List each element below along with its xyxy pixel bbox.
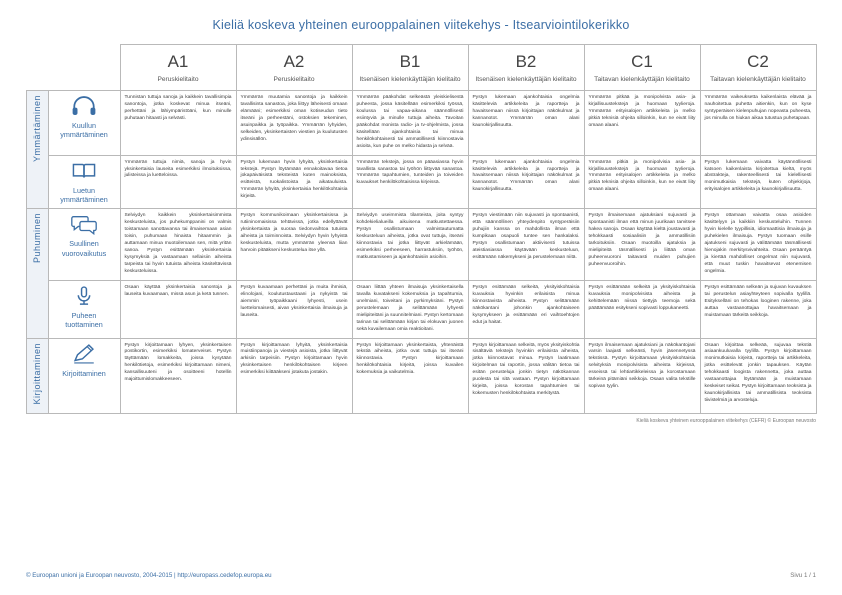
level-subtitle: Peruskielitaito — [273, 75, 315, 83]
skill-cell-listening — [48, 90, 120, 155]
grid-cell: Osaan kirjoittaa selkeää, sujuvaa tekstiä asiaankuuluvalla tyylillä. Pystyn kirjoittamaan monimutkaisia kirjeitä, raportteja tai artikkeleita, jotka esittelevät jonkin tapauksen. Käytän tehokkaasti loogista rakennetta, joka auttaa vastaanottajaa löytämään ja muistamaan keskeiset seikat. Pystyn kirjoittamaan teoksista ja kaunokirjallisista tai ammatillisista teoksista tiivistelmiä ja arvosteluja. — [700, 338, 816, 414]
grid-cell: Ymmärrän tuttuja nimiä, sanoja ja hyvin yksinkertaisia lauseita esimerkiksi ilmoituksissa, julisteissa ja luetteloissa. — [120, 155, 236, 209]
group-label-text: Puhuminen — [32, 213, 42, 264]
group-label-writing — [26, 338, 48, 414]
skill-label: Luetun ymmärtäminen — [60, 185, 108, 204]
table-row — [26, 155, 816, 209]
level-header-a2 — [236, 45, 352, 91]
grid-cell: Ymmärrän muutamia sanontoja ja kaikkein tavallisinta sanastoa, joka liittyy läheisesti omaan elämääni; esimerkiksi oman kotiseudun tieto itseäni ja perheestäni, ostoksien tekeminen, asuinpaikka ja työpaikka. Ymmärrän lyhyiden, selkeiden, yksinkertaisten viestien ja kuulutusten ydinsisällön. — [236, 90, 352, 155]
grid-cell: Pystyn esittämään selkeitä ja yksityiskohtaisia kuvauksia monipolvisista aiheista ja kehittelemään niissä tiettyjä teemoja sekä päättämään esitykseni sopivasti loppukaneetti. — [584, 280, 700, 338]
grid-footnote: Kieliä koskeva yhteinen eurooppalainen viitekehys (CEFR) © Euroopan neuvosto — [636, 418, 816, 425]
grid-cell: Pystyn esittämään selkeitä, yksityiskohtaisia kuvauksia hyvinkin erilaisista minua kiinnostavista aiheista. Pystyn selittämään näkökantani johonkin ajankohtaiseen kysymykseen ja esittämään eri vaihtoehtojen edut ja haitat. — [468, 280, 584, 338]
grid-cell: Pystyn kirjoittamaan lyhyen, yksinkertaisen postikortin, esimerkiksi lomaterveiset. Pystyn täyttämään lomakkeita, joissa kysytään henkilötietoja, esimerkiksi kirjoittamaan nimeni, kansallisuuteni ja osoitteeni hotellin majoittumislomakkeeseen. — [120, 338, 236, 414]
level-subtitle: Peruskielitaito — [157, 75, 199, 83]
skill-label: Kuullun ymmärtäminen — [60, 120, 108, 140]
grid-cell: Pystyn lukemaan vaivatta käytännöllisesti katsoen kaikenlaista kirjoitettua kieltä, myös abstrakteja, rakenteellisesti tai kielellisesti monimutkaisia tekstejä, kuten ohjekirjoja, erityisalojen artikkeleita ja kaunokirjallisuutta. — [700, 155, 816, 209]
grid-cell: Ymmärrän tekstejä, jossa on pääasiassa hyvin tavallista sanastoa tai työhön liittyvää sanastoa. Ymmärrän tapahtumien, tunteiden ja toiveiden kuvaukset henkilökohtaisissa kirjeissä. — [352, 155, 468, 209]
grid-cell: Pystyn kuvaamaan perhettäni ja muita ihmisiä, elinolojani, koulutustaustaani ja nykyistä tai aiemmin työpaikkaani lyhyesti, usein luettelomaisesti, aivan yksinkertaisia ilmaisuja ja lauseita. — [236, 280, 352, 338]
grid-cell: Ymmärrän pitkää ja monipolvista asia- ja kirjallisuustekstejä ja huomaan tyylieroja. Ymmärrän erityisalojen artikkeleita ja melko pitkiä teknisiä ohjeita silloinkin, kun ne eivät liity omaan alaani. — [584, 90, 700, 155]
group-label-text: Kirjoittaminen — [32, 342, 42, 405]
skill-cell-reading — [48, 155, 120, 209]
grid-cell: Pystyn esittämään selkeän ja sujuvan kuvauksen tai perustelun asiayhteyteen sopivalla tyylillä. Esitykselläni on tehokas looginen rakenne, joka auttaa vastaanottajaa havaitsemaan ja muistamaan tärkeitä seikkoja. — [700, 280, 816, 338]
grid-cell: Pystyn lukemaan ajankohtaisia ongelmia käsitteleviä artikkeleita ja raportteja ja havaitsemaan niissä kirjoittajan näkökulmat ja kannanotot. Ymmärrän oman alani kaunokirjallisuutta. — [468, 155, 584, 209]
level-subtitle: Taitavan kielenkäyttäjän kielitaito — [594, 75, 690, 83]
level-subtitle: Itsenäisen kielenkäyttäjän kielitaito — [475, 75, 577, 83]
grid-cell: Osaan liittää yhteen ilmaisuja yksinkertaisella tavalla kuvatakseni kokemuksia ja tapahtumia, unelmiani, toiveitani ja pyrkimyksiäni. Pystyn perustelemaan ja selittämään lyhyesti mielipiteitäni ja suunnitelmiani. Pystyn kertomaan tarinan tai selittämään kirjan tai elokuvan juonen sekä kuvailemaan omia reaktioitani. — [352, 280, 468, 338]
grid-cell: Ymmärrän vaikeuksetta kaikenlaista elävää ja nauhoitettua puhetta aitienkin, kun on kyse syntyperäisen kielenpuhujan nopeasta puheesta, jos minulla on hiukan aikaa tutustua puhetapaan. — [700, 90, 816, 155]
level-code: A2 — [283, 52, 305, 71]
table-row — [26, 90, 816, 155]
level-subtitle: Taitavan kielenkäyttäjän kielitaito — [710, 75, 806, 83]
level-header-b1 — [352, 45, 468, 91]
grid-cell: Selviydyn kaikkein yksinkertaisimmista keskusteluista, jos puhekumppanini on valmis toistamaan sanottavansa tai ilmaisemaan asian toisin, puhumaan hinaista hitaammin ja auttamaan minua muotoilemaan sen, mitä yritän sanoa. Pystyn esittämään yksinkertaisia kysymyksiä ja vastaamaan sellaisiin aiheista tarpeista tai hyvin tutuista aiheista käsiteltävissä keskusteluissa. — [120, 209, 236, 281]
level-code: B1 — [399, 52, 421, 71]
grid-cell: Pystyn kirjoittamaan lyhyitä, yksinkertaisia muistiinpanoja ja viestejä asioista, jotka liittyvät arkisiin tarpeisiin. Pystyn kirjoittamaan hyvin yksinkertaisen henkilökohtaisen kirjeen esimerkiksi kiittääkseni jotakuta jostakin. — [236, 338, 352, 414]
skill-cell-spoken-production — [48, 280, 120, 338]
microphone-icon — [71, 285, 97, 307]
table-row — [26, 280, 816, 338]
corner-cell-skill — [48, 45, 120, 91]
footer-page-number: Sivu 1 / 1 — [790, 572, 816, 579]
grid-header — [26, 45, 816, 91]
footer-copyright[interactable]: © Euroopan unioni ja Euroopan neuvosto, 2004-2015 | http://europass.cedefop.europa.eu — [26, 572, 272, 579]
skill-label: Suullinen vuorovaikutus — [61, 239, 107, 258]
grid-body — [26, 90, 816, 413]
speech-bubbles-icon — [71, 213, 97, 235]
level-code: A1 — [167, 52, 189, 71]
level-header-c2 — [700, 45, 816, 91]
grid-cell: Ymmärrän pääkohdat selkeästä yleiskielisestä puheesta, jossa käsitellään esimerkiksi työssä, koulussa tai vapaa-aikana säännöllisesti esiintyviä ja minulle tuttuja aiheita. Tavoitan pääkohdat monista radio- ja tv-ohjelmista, jossa käsitellään ajankohtaisia tai minua henkilökohtaisesti tai ammatillisesti kiinnostavia asioita, kun puhe on melko hidasta ja selvää. — [352, 90, 468, 155]
page-title: Kieliä koskeva yhteinen eurooppalainen viitekehys - Itsearviointilokerikko — [212, 18, 630, 32]
group-label-text: Ymmärtäminen — [32, 94, 42, 162]
corner-cell-side — [26, 45, 48, 91]
group-label-speaking — [26, 209, 48, 338]
grid-cell: Pystyn ilmaisemaan ajatuksiani sujuvasti ja spontaanisti ilman että minun juurikaan tarvitsee hakea sanoja. Osaan käyttää kieltä joustavasti ja tehokkaasti sosiaalisiin ja ammatillisiin tarkoituksiin. Osaan muotoilla ajatuksia ja mielipiteitä täsmällisesti ja liittää oman puheenvuoroni taitavasti muiden puhujien puheenvuoroihin. — [584, 209, 700, 281]
grid-cell: Osaan käyttää yksinkertaisia sanontoja ja lauseita kuvaamaan, missä asun ja ketä tunnen. — [120, 280, 236, 338]
book-icon — [71, 160, 97, 182]
level-header-c1 — [584, 45, 700, 91]
self-assessment-grid — [26, 44, 817, 414]
table-row — [26, 209, 816, 281]
grid-cell: Pystyn kirjoittamaan selkeitä, myös yksityiskohtia sisältäviä tekstejä hyvinkin erilaisista aiheista, jotka kiinnostavat minua. Pystyn laatimaan kirjoitelman tai raportin, jossa välitän tietoa tai esitän perusteluja jonkin tietyn näkökannan puolesta tai sitä vastaan. Pystyn kirjoittamaan kirjeitä, joissa korostan tapahtumien tai kokemusten henkilökohtaista merkitystä. — [468, 338, 584, 414]
grid-cell: Pystyn lukemaan hyvin lyhyitä, yksinkertaisia tekstejä. Pystyn löytämään ennakoitavaa tietoa jokapäiväisistä teksteistä kuten mainoksista, esitteistä, ruokalistoista ja aikatauluista. Ymmärrän lyhyitä, yksinkertaisia henkilökohtaisia kirjeitä. — [236, 155, 352, 209]
page-footer — [26, 572, 816, 579]
grid-cell: Pystyn viestimään niin sujuvasti ja spontaanisti, että säännöllinen yhteydenpito syntyperäisiin puhujiin kanssa on mahdollista ilman että kumpikaan osapuoli tuntee sen hankalaksi. Pystyn osallistumaan aktiivisesti tutuissa ateistiasiassa käytävään keskusteluun, esittämään näkemykseni ja perustelemaan niitä. — [468, 209, 584, 281]
grid-cell: Pystyn ottamaan vaivatta osaa asioiden käsittelyyn ja kaikkiin keskusteluihin. Tunnen hyvin kielelle tyypillisiä, idiomaattisia ilmaisuja ja puhekielen ilmaisuja. Pystyn tuomaan esille ajatukseni sujuvasti ja välittämään täsmällisesti hienojakin merkitysvivahteita. Osaan perääntyä ja kiertää mahdolliset ongelmat niin sujuvasti, että muut tuskin havaitsevat etenemisen ongelmia. — [700, 209, 816, 281]
table-row — [26, 338, 816, 414]
level-header-a1 — [120, 45, 236, 91]
grid-cell: Pystyn kommunikoimaan yksinkertaisissa ja rutiininomaisissa tehtävissä, jotka edellyttävät yksinkertaista ja suoraa tiedonvaihtoa tutuista aiheista ja toiminnoista. Selviydyn hyvin lyhyistä keskusteluista, mutta ymmärrän yleensä liian harvoin pitääkseni keskustelua itse yllä. — [236, 209, 352, 281]
level-subtitle: Itsenäisen kielenkäyttäjän kielitaito — [359, 75, 461, 83]
grid-cell: Ymmärrän pitkiä ja monipolvisia asia- ja kirjallisuustekstejä ja huomaan tyylieroja. Ymmärrän erityisalojen artikkeleita ja melko pitkiä teknisiä ohjeita silloinkin, kun ne eivät liity omaan alaani. — [584, 155, 700, 209]
level-code: B2 — [515, 52, 537, 71]
headphones-icon — [71, 95, 97, 117]
grid-cell: Tunnistan tuttuja sanoja ja kaikkein tavallisimpia sanontoja, jotka koskevat minua itseäni, perhettäni ja lähiympäristöäni, kun minulle puhutaan hitaasti ja selvästi. — [120, 90, 236, 155]
level-code: C1 — [631, 52, 653, 71]
skill-cell-spoken-interaction — [48, 209, 120, 281]
skill-cell-writing — [48, 338, 120, 414]
level-code: C2 — [747, 52, 769, 71]
level-header-b2 — [468, 45, 584, 91]
skill-label: Kirjoittaminen — [62, 368, 106, 378]
grid-cell: Pystyn kirjoittamaan yksinkertaista, yhtenäistä tekstiä aiheista, jotka ovat tuttuja tai itseäni kiinnostavia. Pystyn kirjoittamaan henkilökohtaisia kirjeitä, joissa kuvailen kokemuksia ja vaikutelmia. — [352, 338, 468, 414]
skill-label: Puheen tuottaminen — [65, 310, 103, 330]
grid-cell: Pystyn ilmaisemaan ajatuksiani ja näkökantojani varsin laajasti selkeästi, hyvin jäsennetyssä tekstissä. Pystyn kirjoittamaan yksityiskohtaisia selvityksiä monipolvisista aiheista kirjeissä, esseissä tai lehtiartikkeleissa ja korostamaan tärkeinä pitämiäni seikkoja. Osaan valita tekstille sopivan tyylin. — [584, 338, 700, 414]
grid-cell: Pystyn lukemaan ajankohtaisia ongelmia käsitteleviä artikkeleita ja raportteja ja havaitsemaan niissä kirjoittajan näkökulmat ja kannanotot. Ymmärrän oman alani kaunokirjallisuutta. — [468, 90, 584, 155]
group-label-understanding — [26, 90, 48, 208]
pen-icon — [71, 343, 97, 365]
grid-cell: Selviydyn useimmista tilanteista, joita syntyy kohdekielialueilla aikuisena matkustettaessa. Pystyn osallistumaan valmistautumatta keskusteluun aiheista, jotka ovat tuttuja, itseäni kiinnostavia tai jotka liittyvät arkielämään, esimerkiksi perheeseen, harrastuksiin, työhön, matkustamiseen ja ajankohtaisiin asioihin. — [352, 209, 468, 281]
